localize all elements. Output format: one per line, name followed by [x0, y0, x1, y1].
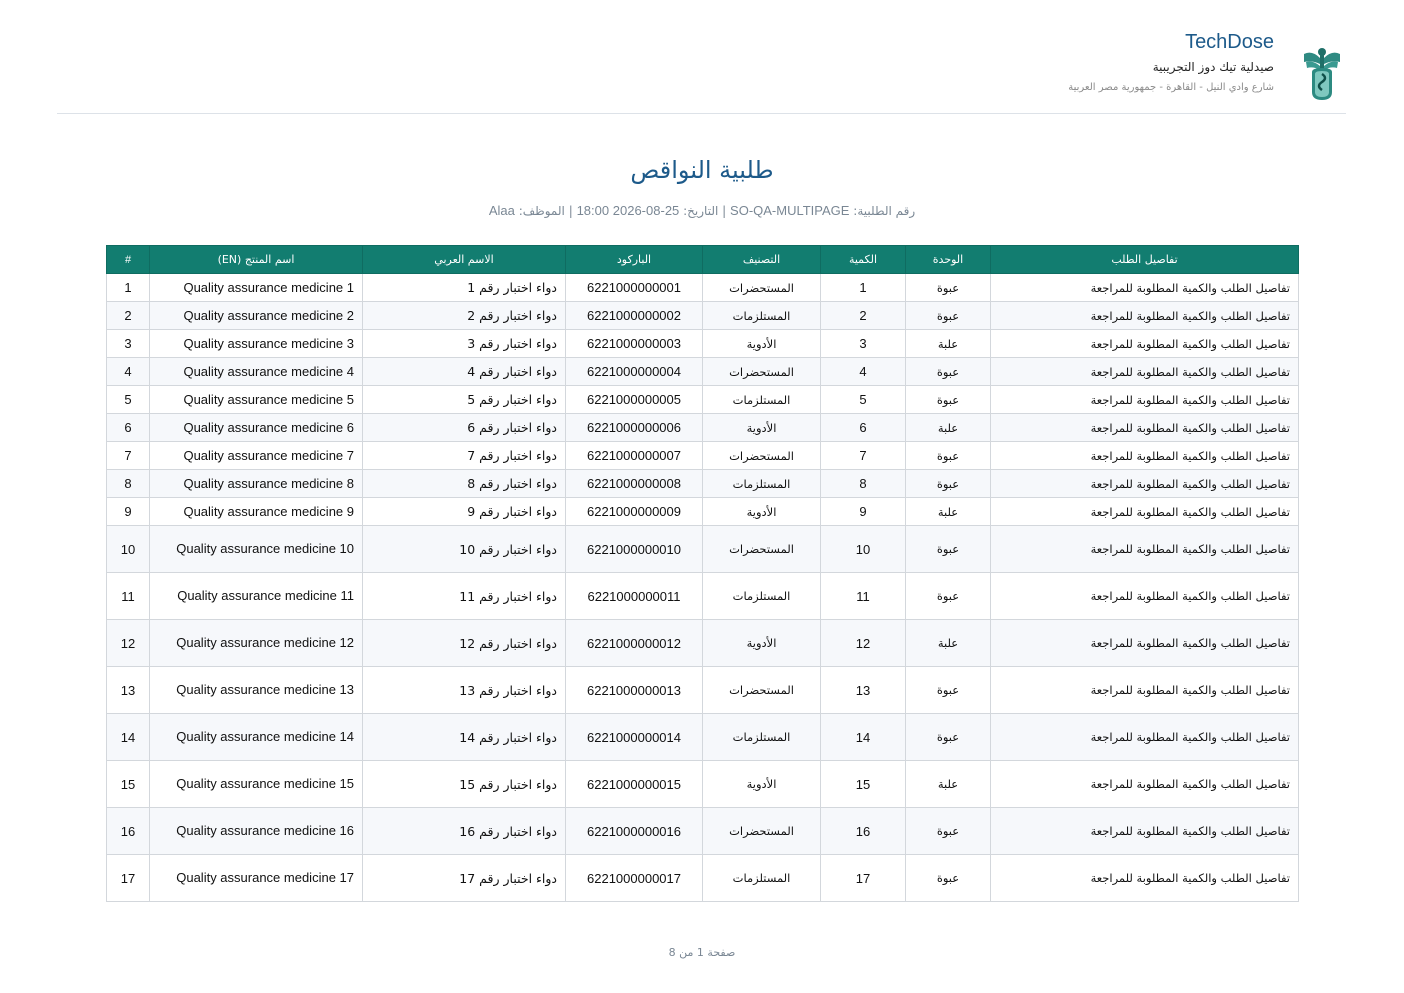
- cell-barcode: 6221000000009: [566, 498, 703, 526]
- cell-name-en: Quality assurance medicine 1: [150, 274, 363, 302]
- cell-name-ar: دواء اختبار رقم 11: [363, 573, 566, 620]
- of-label: من: [679, 946, 694, 959]
- brand-block: [1068, 30, 1274, 95]
- cell-unit: علبة: [906, 414, 991, 442]
- cell-barcode: 6221000000017: [566, 855, 703, 902]
- cell-name-ar: دواء اختبار رقم 16: [363, 808, 566, 855]
- cell-barcode: 6221000000011: [566, 573, 703, 620]
- page-header: [1068, 30, 1346, 104]
- brand-name: TechDose: [1185, 31, 1274, 53]
- cell-details: تفاصيل الطلب والكمية المطلوبة للمراجعة: [991, 573, 1299, 620]
- column-header-category: التصنيف: [703, 246, 821, 274]
- cell-details: تفاصيل الطلب والكمية المطلوبة للمراجعة: [991, 386, 1299, 414]
- column-header-unit: الوحدة: [906, 246, 991, 274]
- meta-separator: |: [568, 204, 573, 218]
- cell-name-ar: دواء اختبار رقم 14: [363, 714, 566, 761]
- cell-unit: عبوة: [906, 442, 991, 470]
- cell-category: المستحضرات: [703, 667, 821, 714]
- cell-category: الأدوية: [703, 498, 821, 526]
- header-divider: [57, 113, 1346, 114]
- cell-index: 13: [107, 667, 150, 714]
- cell-name-en: Quality assurance medicine 15: [150, 761, 363, 808]
- table-row: [107, 855, 1299, 902]
- cell-category: الأدوية: [703, 620, 821, 667]
- cell-barcode: 6221000000013: [566, 667, 703, 714]
- cell-name-en: Quality assurance medicine 2: [150, 302, 363, 330]
- table-row: [107, 526, 1299, 573]
- cell-index: 10: [107, 526, 150, 573]
- cell-quantity: 6: [821, 414, 906, 442]
- cell-quantity: 14: [821, 714, 906, 761]
- cell-unit: علبة: [906, 620, 991, 667]
- table-row: [107, 442, 1299, 470]
- table-row: [107, 358, 1299, 386]
- cell-category: المستلزمات: [703, 573, 821, 620]
- cell-category: الأدوية: [703, 330, 821, 358]
- cell-details: تفاصيل الطلب والكمية المطلوبة للمراجعة: [991, 498, 1299, 526]
- cell-quantity: 4: [821, 358, 906, 386]
- cell-name-en: Quality assurance medicine 13: [150, 667, 363, 714]
- cell-category: المستلزمات: [703, 470, 821, 498]
- cell-unit: علبة: [906, 330, 991, 358]
- cell-unit: علبة: [906, 761, 991, 808]
- cell-name-en: Quality assurance medicine 8: [150, 470, 363, 498]
- cell-category: المستحضرات: [703, 358, 821, 386]
- table-row: [107, 620, 1299, 667]
- meta-separator: |: [722, 204, 727, 218]
- cell-unit: عبوة: [906, 274, 991, 302]
- cell-unit: عبوة: [906, 386, 991, 414]
- cell-quantity: 11: [821, 573, 906, 620]
- table-row: [107, 470, 1299, 498]
- cell-quantity: 9: [821, 498, 906, 526]
- cell-name-ar: دواء اختبار رقم 15: [363, 761, 566, 808]
- cell-index: 15: [107, 761, 150, 808]
- table-row: [107, 573, 1299, 620]
- cell-name-ar: دواء اختبار رقم 4: [363, 358, 566, 386]
- cell-details: تفاصيل الطلب والكمية المطلوبة للمراجعة: [991, 667, 1299, 714]
- cell-name-en: Quality assurance medicine 6: [150, 414, 363, 442]
- table-row: [107, 667, 1299, 714]
- table-body: [107, 274, 1299, 902]
- cell-index: 7: [107, 442, 150, 470]
- cell-category: المستحضرات: [703, 526, 821, 573]
- cell-unit: عبوة: [906, 808, 991, 855]
- cell-unit: عبوة: [906, 526, 991, 573]
- table-row: [107, 330, 1299, 358]
- cell-name-ar: دواء اختبار رقم 13: [363, 667, 566, 714]
- cell-details: تفاصيل الطلب والكمية المطلوبة للمراجعة: [991, 620, 1299, 667]
- cell-name-en: Quality assurance medicine 4: [150, 358, 363, 386]
- cell-name-ar: دواء اختبار رقم 17: [363, 855, 566, 902]
- cell-name-ar: دواء اختبار رقم 7: [363, 442, 566, 470]
- cell-quantity: 13: [821, 667, 906, 714]
- employee-label: الموظف:: [518, 204, 565, 218]
- cell-details: تفاصيل الطلب والكمية المطلوبة للمراجعة: [991, 302, 1299, 330]
- cell-name-ar: دواء اختبار رقم 3: [363, 330, 566, 358]
- cell-details: تفاصيل الطلب والكمية المطلوبة للمراجعة: [991, 714, 1299, 761]
- cell-name-en: Quality assurance medicine 7: [150, 442, 363, 470]
- cell-quantity: 17: [821, 855, 906, 902]
- cell-category: الأدوية: [703, 414, 821, 442]
- column-header-qty: الكمية: [821, 246, 906, 274]
- cell-name-ar: دواء اختبار رقم 10: [363, 526, 566, 573]
- cell-category: المستحضرات: [703, 274, 821, 302]
- date-label: التاريخ:: [683, 204, 719, 218]
- cell-barcode: 6221000000008: [566, 470, 703, 498]
- pharmacy-name: صيدلية تيك دوز التجريبية: [1152, 60, 1274, 74]
- cell-name-en: Quality assurance medicine 10: [150, 526, 363, 573]
- cell-category: المستحضرات: [703, 808, 821, 855]
- cell-unit: عبوة: [906, 470, 991, 498]
- cell-quantity: 12: [821, 620, 906, 667]
- cell-barcode: 6221000000002: [566, 302, 703, 330]
- cell-quantity: 15: [821, 761, 906, 808]
- cell-category: المستلزمات: [703, 302, 821, 330]
- cell-quantity: 1: [821, 274, 906, 302]
- cell-unit: علبة: [906, 498, 991, 526]
- cell-index: 8: [107, 470, 150, 498]
- page-label: صفحة: [707, 946, 736, 959]
- cell-index: 17: [107, 855, 150, 902]
- cell-unit: عبوة: [906, 302, 991, 330]
- page-current: 1: [696, 946, 704, 959]
- cell-barcode: 6221000000003: [566, 330, 703, 358]
- column-header-name-ar: الاسم العربي: [363, 246, 566, 274]
- cell-unit: عبوة: [906, 573, 991, 620]
- pharmacy-address: شارع وادي النيل - القاهرة - جمهورية مصر العربية: [1068, 82, 1274, 93]
- cell-index: 6: [107, 414, 150, 442]
- cell-name-ar: دواء اختبار رقم 5: [363, 386, 566, 414]
- cell-quantity: 2: [821, 302, 906, 330]
- table-header-row: [107, 246, 1299, 274]
- cell-barcode: 6221000000004: [566, 358, 703, 386]
- column-header-name-en: اسم المنتج (EN): [150, 246, 363, 274]
- pharmacy-logo-icon: [1298, 40, 1346, 104]
- cell-category: المستلزمات: [703, 855, 821, 902]
- cell-name-en: Quality assurance medicine 16: [150, 808, 363, 855]
- cell-barcode: 6221000000005: [566, 386, 703, 414]
- cell-index: 12: [107, 620, 150, 667]
- cell-category: الأدوية: [703, 761, 821, 808]
- cell-index: 16: [107, 808, 150, 855]
- page-total: 8: [668, 946, 676, 959]
- cell-name-ar: دواء اختبار رقم 6: [363, 414, 566, 442]
- column-header-barcode: الباركود: [566, 246, 703, 274]
- table-row: [107, 498, 1299, 526]
- cell-quantity: 5: [821, 386, 906, 414]
- cell-barcode: 6221000000014: [566, 714, 703, 761]
- cell-unit: عبوة: [906, 358, 991, 386]
- cell-index: 11: [107, 573, 150, 620]
- cell-details: تفاصيل الطلب والكمية المطلوبة للمراجعة: [991, 761, 1299, 808]
- cell-unit: عبوة: [906, 855, 991, 902]
- cell-barcode: 6221000000010: [566, 526, 703, 573]
- shortages-table: [106, 245, 1299, 902]
- cell-name-ar: دواء اختبار رقم 2: [363, 302, 566, 330]
- cell-barcode: 6221000000006: [566, 414, 703, 442]
- table-row: [107, 386, 1299, 414]
- cell-index: 1: [107, 274, 150, 302]
- cell-details: تفاصيل الطلب والكمية المطلوبة للمراجعة: [991, 358, 1299, 386]
- cell-name-en: Quality assurance medicine 9: [150, 498, 363, 526]
- cell-details: تفاصيل الطلب والكمية المطلوبة للمراجعة: [991, 855, 1299, 902]
- cell-name-ar: دواء اختبار رقم 1: [363, 274, 566, 302]
- cell-index: 5: [107, 386, 150, 414]
- cell-category: المستلزمات: [703, 386, 821, 414]
- cell-quantity: 3: [821, 330, 906, 358]
- cell-name-en: Quality assurance medicine 17: [150, 855, 363, 902]
- cell-name-en: Quality assurance medicine 11: [150, 573, 363, 620]
- table-row: [107, 714, 1299, 761]
- cell-details: تفاصيل الطلب والكمية المطلوبة للمراجعة: [991, 414, 1299, 442]
- cell-unit: عبوة: [906, 667, 991, 714]
- cell-barcode: 6221000000016: [566, 808, 703, 855]
- cell-details: تفاصيل الطلب والكمية المطلوبة للمراجعة: [991, 330, 1299, 358]
- cell-quantity: 16: [821, 808, 906, 855]
- table-row: [107, 808, 1299, 855]
- column-header-details: تفاصيل الطلب: [991, 246, 1299, 274]
- cell-index: 3: [107, 330, 150, 358]
- cell-name-en: Quality assurance medicine 3: [150, 330, 363, 358]
- cell-barcode: 6221000000001: [566, 274, 703, 302]
- table-row: [107, 761, 1299, 808]
- table-row: [107, 274, 1299, 302]
- cell-barcode: 6221000000015: [566, 761, 703, 808]
- cell-details: تفاصيل الطلب والكمية المطلوبة للمراجعة: [991, 442, 1299, 470]
- cell-name-en: Quality assurance medicine 12: [150, 620, 363, 667]
- cell-index: 4: [107, 358, 150, 386]
- cell-name-en: Quality assurance medicine 14: [150, 714, 363, 761]
- employee-value: Alaa: [488, 203, 515, 218]
- cell-barcode: 6221000000012: [566, 620, 703, 667]
- order-number-label: رقم الطلبية:: [853, 204, 916, 218]
- cell-name-en: Quality assurance medicine 5: [150, 386, 363, 414]
- cell-quantity: 10: [821, 526, 906, 573]
- cell-details: تفاصيل الطلب والكمية المطلوبة للمراجعة: [991, 526, 1299, 573]
- cell-quantity: 7: [821, 442, 906, 470]
- date-value: 25-08-2026 18:00: [576, 203, 680, 218]
- cell-barcode: 6221000000007: [566, 442, 703, 470]
- table-row: [107, 414, 1299, 442]
- cell-name-ar: دواء اختبار رقم 9: [363, 498, 566, 526]
- cell-quantity: 8: [821, 470, 906, 498]
- column-header-index: #: [107, 246, 150, 274]
- cell-unit: عبوة: [906, 714, 991, 761]
- order-number-value: SO-QA-MULTIPAGE: [730, 203, 850, 218]
- cell-category: المستلزمات: [703, 714, 821, 761]
- order-meta: [0, 203, 1404, 218]
- cell-details: تفاصيل الطلب والكمية المطلوبة للمراجعة: [991, 470, 1299, 498]
- cell-category: المستحضرات: [703, 442, 821, 470]
- cell-name-ar: دواء اختبار رقم 8: [363, 470, 566, 498]
- page-footer: [0, 946, 1404, 959]
- table-row: [107, 302, 1299, 330]
- cell-name-ar: دواء اختبار رقم 12: [363, 620, 566, 667]
- cell-index: 2: [107, 302, 150, 330]
- document-title: طلبية النواقص: [630, 156, 774, 184]
- cell-details: تفاصيل الطلب والكمية المطلوبة للمراجعة: [991, 274, 1299, 302]
- cell-details: تفاصيل الطلب والكمية المطلوبة للمراجعة: [991, 808, 1299, 855]
- cell-index: 14: [107, 714, 150, 761]
- cell-index: 9: [107, 498, 150, 526]
